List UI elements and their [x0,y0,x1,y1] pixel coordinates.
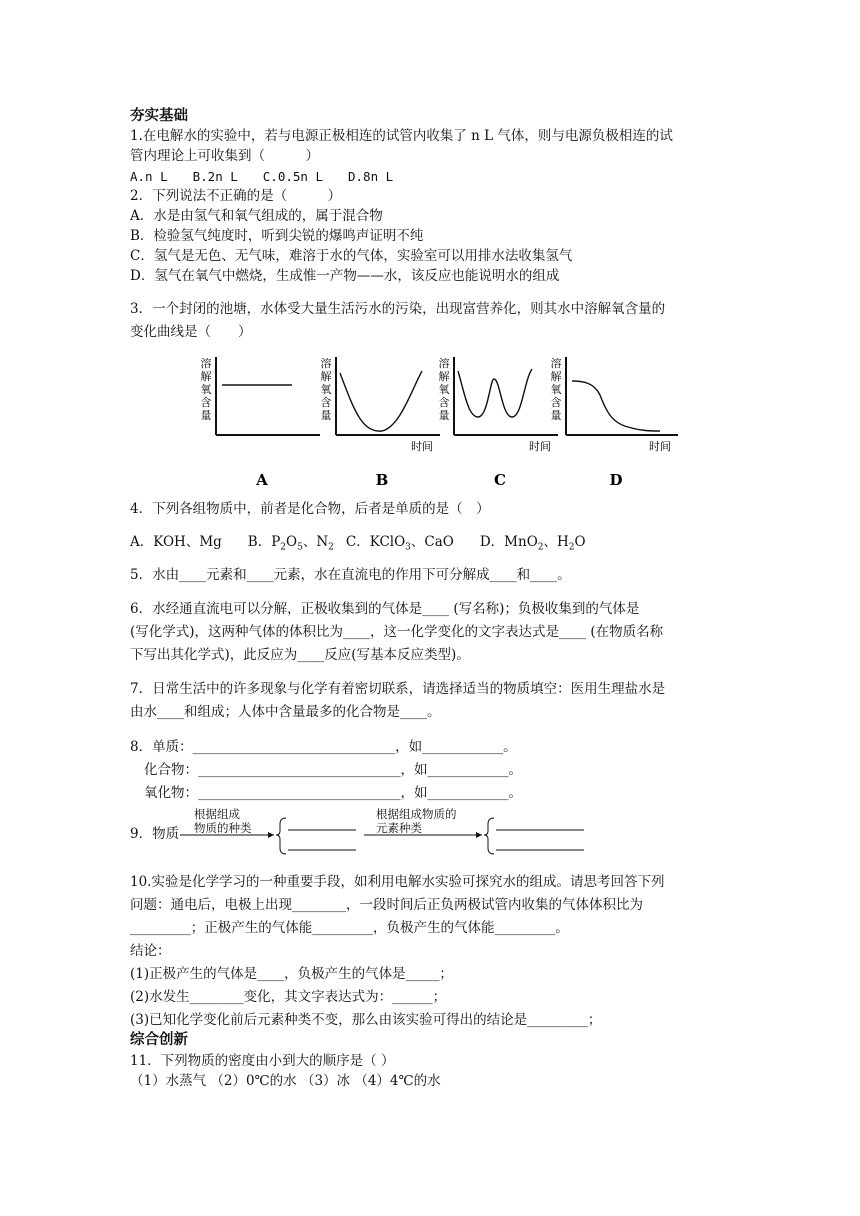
q9-label: 9．物质 [130,826,180,842]
q8-row-element: 8．单质：______________________________，如____________。 [130,739,517,755]
curve-line [572,381,660,431]
curve-line [340,371,422,431]
q4-option-c: C．KClO$_3$、CaO [345,534,454,553]
q7-line2: 由水____和组成；人体中含量最多的化合物是____。 [130,704,441,720]
chart-panel-a [201,356,321,489]
q2-option-b: B．检验氢气纯度时，听到尖锐的爆鸣声证明不纯 [130,228,424,244]
q7-line1: 7．日常生活中的许多现象与化学有着密切联系，请选择适当的物质填空：医用生理盐水是 [130,681,666,697]
q5-text: 5．水由____元素和____元素，水在直流电的作用下可分解成____和____。 [130,567,571,583]
q4-stem: 4．下列各组物质中，前者是化合物，后者是单质的是（ ） [130,501,490,517]
y-axis-label: 溶解氧含量 [200,357,212,422]
panel-label: A [256,471,268,489]
x-axis-label: 时间 [529,440,551,453]
q11-stem: 11．下列物质的密度由小到大的顺序是（ ） [130,1053,395,1069]
q8-row-compound: 化合物：______________________________，如____________。 [144,762,522,778]
q4-option-a: A．KOH、Mg [130,534,222,550]
q9-arrow2-top: 根据组成物质的 [376,807,457,821]
chart-panel-c [439,356,559,489]
q10-line3: _________；正极产生的气体能_________，负极产生的气体能_________。 [130,920,569,936]
q10-conclusion-2: (2)水发生________变化，其文字表达式为：______； [130,989,447,1005]
chart-panel-d [551,356,679,489]
q2-option-a: A．水是由氢气和氧气组成的，属于混合物 [130,208,383,224]
q9-arrow2-head [476,832,482,838]
q10-line1: 10.实验是化学学习的一种重要手段，如利用电解水实验可探究水的组成。请思考回答下列 [130,874,665,890]
q9-arrow1-top: 根据组成 [194,807,240,821]
section-heading-foundation: 夯实基础 [130,108,188,124]
q6-line2: (写化学式)，这两种气体的体积比为____，这一化学变化的文字表达式是____ (在物质名称 [130,624,664,640]
y-axis-label: 溶解氧含量 [550,357,562,422]
q10-line2: 问题：通电后，电极上出现________，一段时间后正负两极试管内收集的气体体积比为 [130,897,643,913]
q2-option-c: C．氢气是无色、无气味，难溶于水的气体，实验室可以用排水法收集氢气 [130,248,573,264]
q6-line3: 下写出其化学式)，此反应为____反应(写基本反应类型)。 [130,647,470,663]
q9-diagram [180,812,600,860]
q2-option-d: D．氢气在氧气中燃烧，生成惟一产物——水，该反应也能说明水的组成 [130,268,560,284]
q6-line1: 6．水经通直流电可以分解，正极收集到的气体是____ (写名称)；负极收集到的气体是 [130,601,640,617]
q1-stem-line2: 管内理论上可收集到（ ） [130,148,319,164]
q1-stem-line1: 1.在电解水的实验中，若与电源正极相连的试管内收集了 n L 气体，则与电源负极相连的试 [130,128,673,144]
panel-label: D [609,471,623,489]
panel-label: C [494,471,506,489]
dissolved-oxygen-charts [200,355,680,490]
q10-conclusion-1: (1)正极产生的气体是____，负极产生的气体是_____； [130,966,453,982]
chart-panel-b [321,356,441,489]
q2-stem: 2．下列说法不正确的是（ ） [130,188,342,204]
q9-arrow2-bottom: 元素种类 [376,821,422,835]
q9-brace1 [276,818,286,854]
curve-line [458,369,532,417]
y-axis-label: 溶解氧含量 [438,357,450,422]
q8-row-oxide: 氧化物：______________________________，如____________。 [144,785,522,801]
q11-options: （1）水蒸气 （2）0℃的水 （3）冰 （4）4℃的水 [130,1073,441,1089]
q1-options: A.n L B.2n L C.0.5n L D.8n L [130,169,394,184]
section-heading-comprehensive: 综合创新 [130,1032,188,1048]
q3-stem-line2: 变化曲线是（ ） [130,324,252,340]
x-axis-label: 时间 [649,440,671,453]
panel-label: B [375,471,389,489]
y-axis-label: 溶解氧含量 [320,357,332,422]
q9-arrow1-bottom: 物质的种类 [194,821,252,835]
q3-stem-line1: 3．一个封闭的池塘，水体受大量生活污水的污染，出现富营养化，则其水中溶解氧含量的 [130,301,666,317]
q4-option-d: D．MnO$_2$、$H_2O$ [479,534,586,553]
q9-brace2 [484,818,494,854]
q4-options [130,534,586,557]
q10-conclusion-3: (3)已知化学变化前后元素种类不变，那么由该实验可得出的结论是_________； [130,1012,602,1028]
q9-arrow1-head [268,832,274,838]
charts-svg [200,355,680,490]
x-axis-label: 时间 [411,440,433,453]
q10-conclusion-label: 结论： [130,943,171,959]
q4-option-b: B．$P_2O_5$、$N_2$ [247,534,334,553]
